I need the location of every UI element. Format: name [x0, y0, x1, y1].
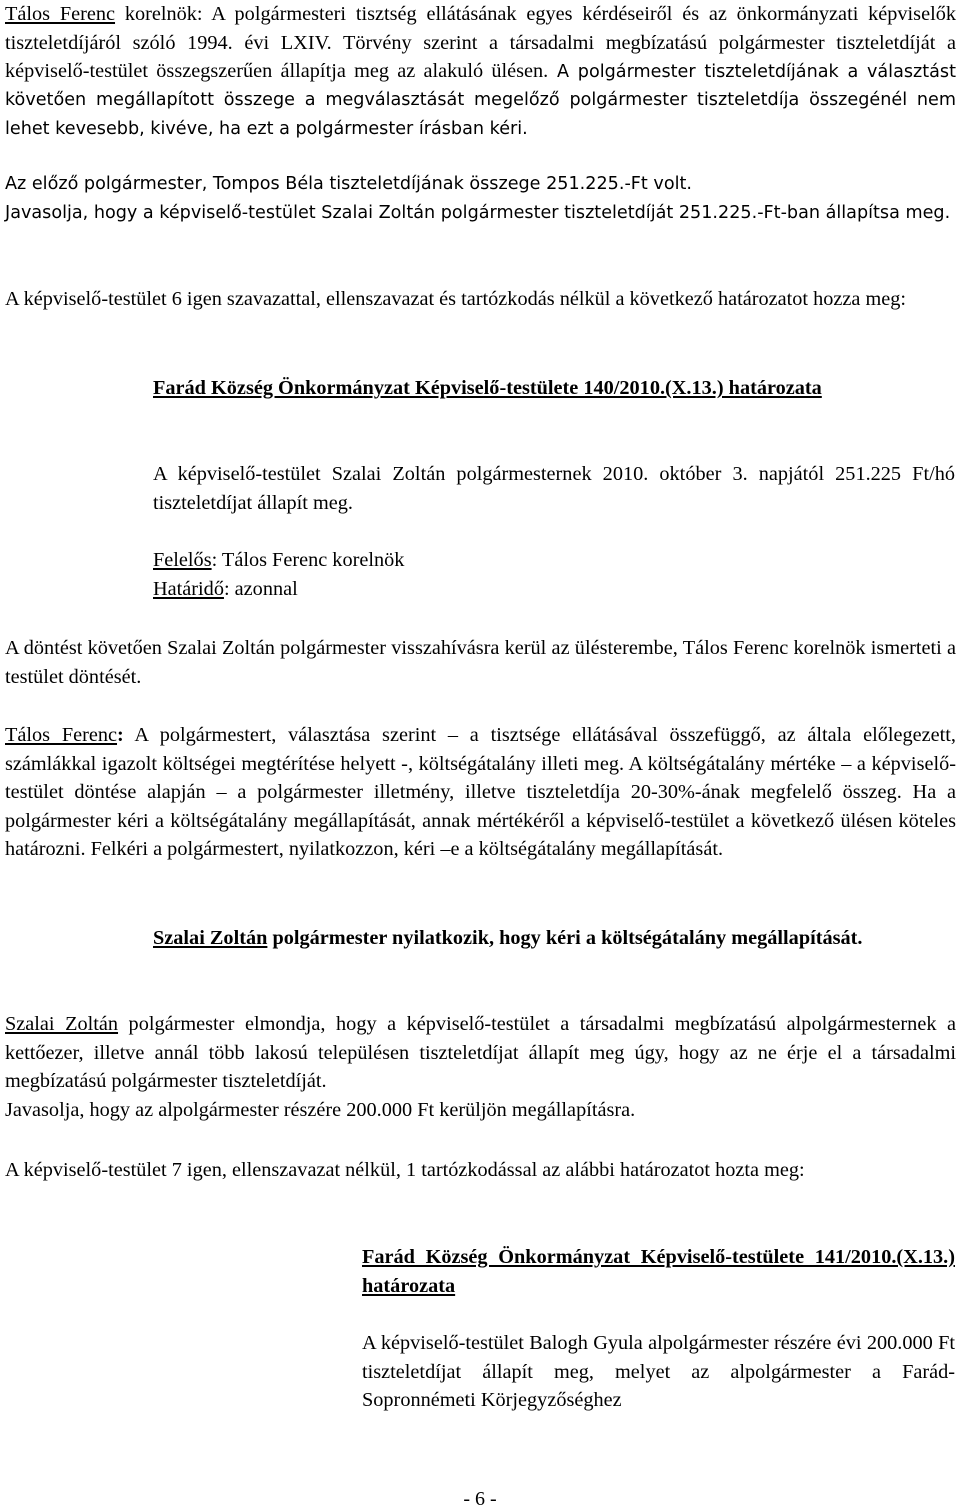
responsible-value: : Tálos Ferenc korelnök: [211, 549, 405, 571]
deadline-value: : azonnal: [223, 578, 298, 600]
resolution-141-body: A képviselő-testület Balogh Gyula alpolgármester részére évi 200.000 Ft tiszteletdíjat állapít meg, melyet az alpolgármester a Farád-Sopronnémeti Körjegyzőséghez: [362, 1332, 955, 1411]
deadline-line: [153, 575, 955, 604]
mayor-statement: [153, 924, 955, 953]
vote-statement-1: A képviselő-testület 6 igen szavazattal, ellenszavazat és tartózkodás nélkül a következő határozatot hozza meg:: [5, 288, 907, 310]
speaker-name: Szalai Zoltán: [5, 1013, 119, 1035]
page-number: - 6 -: [463, 1488, 497, 1510]
responsible-label: Felelős: [153, 549, 212, 571]
mayor-statement-text: polgármester nyilatkozik, hogy kéri a költségátalány megállapítását.: [267, 927, 863, 949]
speaker-name: Tálos Ferenc: [5, 724, 118, 746]
intro-paragraph: [5, 0, 956, 143]
speaker-colon: :: [117, 724, 124, 746]
vote-statement-2: A képviselő-testület 7 igen, ellenszavazat nélkül, 1 tartózkodással az alábbi határozatot hozta meg:: [5, 1159, 805, 1181]
previous-fee-sentence: Az előző polgármester, Tompos Béla tiszteletdíjának összege 251.225.-Ft volt.: [5, 174, 692, 194]
proposal-sentence: Javasolja, hogy a képviselő-testület Szalai Zoltán polgármester tiszteletdíját 251.225.-Ft-ban állapítsa meg.: [5, 203, 951, 223]
deadline-label: Határidő: [153, 578, 224, 600]
resolution-141-title: Farád Község Önkormányzat Képviselő-testülete 141/2010.(X.13.) határozata: [362, 1246, 955, 1297]
intro-text-continued: A polgármester tiszteletdíjának a választást követően megállapított összege a megválasztását megelőző polgármester tiszteletdíja összegénél nem lehet kevesebb, kivéve, ha ezt a polgármester írásban kéri.: [5, 62, 956, 139]
after-decision-paragraph: A döntést követően Szalai Zoltán polgármester visszahívásra kerül az ülésterembe, Tálos Ferenc korelnök ismerteti a testület döntését.: [5, 637, 956, 688]
resolution-140-body: A képviselő-testület Szalai Zoltán polgármesternek 2010. október 3. napjától 251.225 Ft/hó tiszteletdíjat állapít meg.: [153, 463, 955, 514]
deputy-fee-text: polgármester elmondja, hogy a képviselő-testület a társadalmi megbízatású alpolgármesternek a kettőezer, illetve annál több lakosú településen tiszteletdíjat állapít meg úgy, hogy az ne érje el a társadalmi megbízatású polgármester tiszteletdíját.: [5, 1013, 956, 1092]
speaker-name: Szalai Zoltán: [153, 927, 268, 949]
responsible-line: [153, 546, 955, 575]
allowance-text: A polgármestert, választása szerint – a tisztsége ellátásával összefüggő, az általa előlegezett, számlákkal igazolt költségei megtérítése helyett -, költségátalány illeti meg. A költségátalány mértéke – a képviselő-testület döntése alapján – a polgármester illetmény, illetve tiszteletdíja 20-30%-ának megfelelő összeg. Ha a polgármester kéri a költségátalány megállapítását, annak mértékéről a képviselő-testület a következő ülésen köteles határozni. Felkéri a polgármestert, nyilatkozzon, kéri –e a költségátalány megállapítását.: [5, 724, 956, 860]
deputy-proposal-sentence: Javasolja, hogy az alpolgármester részére 200.000 Ft kerüljön megállapításra.: [5, 1099, 636, 1121]
resolution-140-title: Farád Község Önkormányzat Képviselő-testülete 140/2010.(X.13.) határozata: [153, 377, 822, 399]
allowance-paragraph: [5, 721, 956, 864]
deputy-fee-paragraph: [5, 1010, 956, 1096]
speaker-name: Tálos Ferenc: [5, 3, 116, 25]
intro-text: korelnök: A polgármesteri tisztség ellátásának egyes kérdéseiről és az önkormányzati képviselők tiszteletdíjáról szóló 1994. évi LXIV. Törvény szerint a társadalmi megbízatású polgármester tiszteletdíját a képviselő-testület összegszerűen állapítja meg az alakuló ülésen.: [5, 3, 956, 82]
